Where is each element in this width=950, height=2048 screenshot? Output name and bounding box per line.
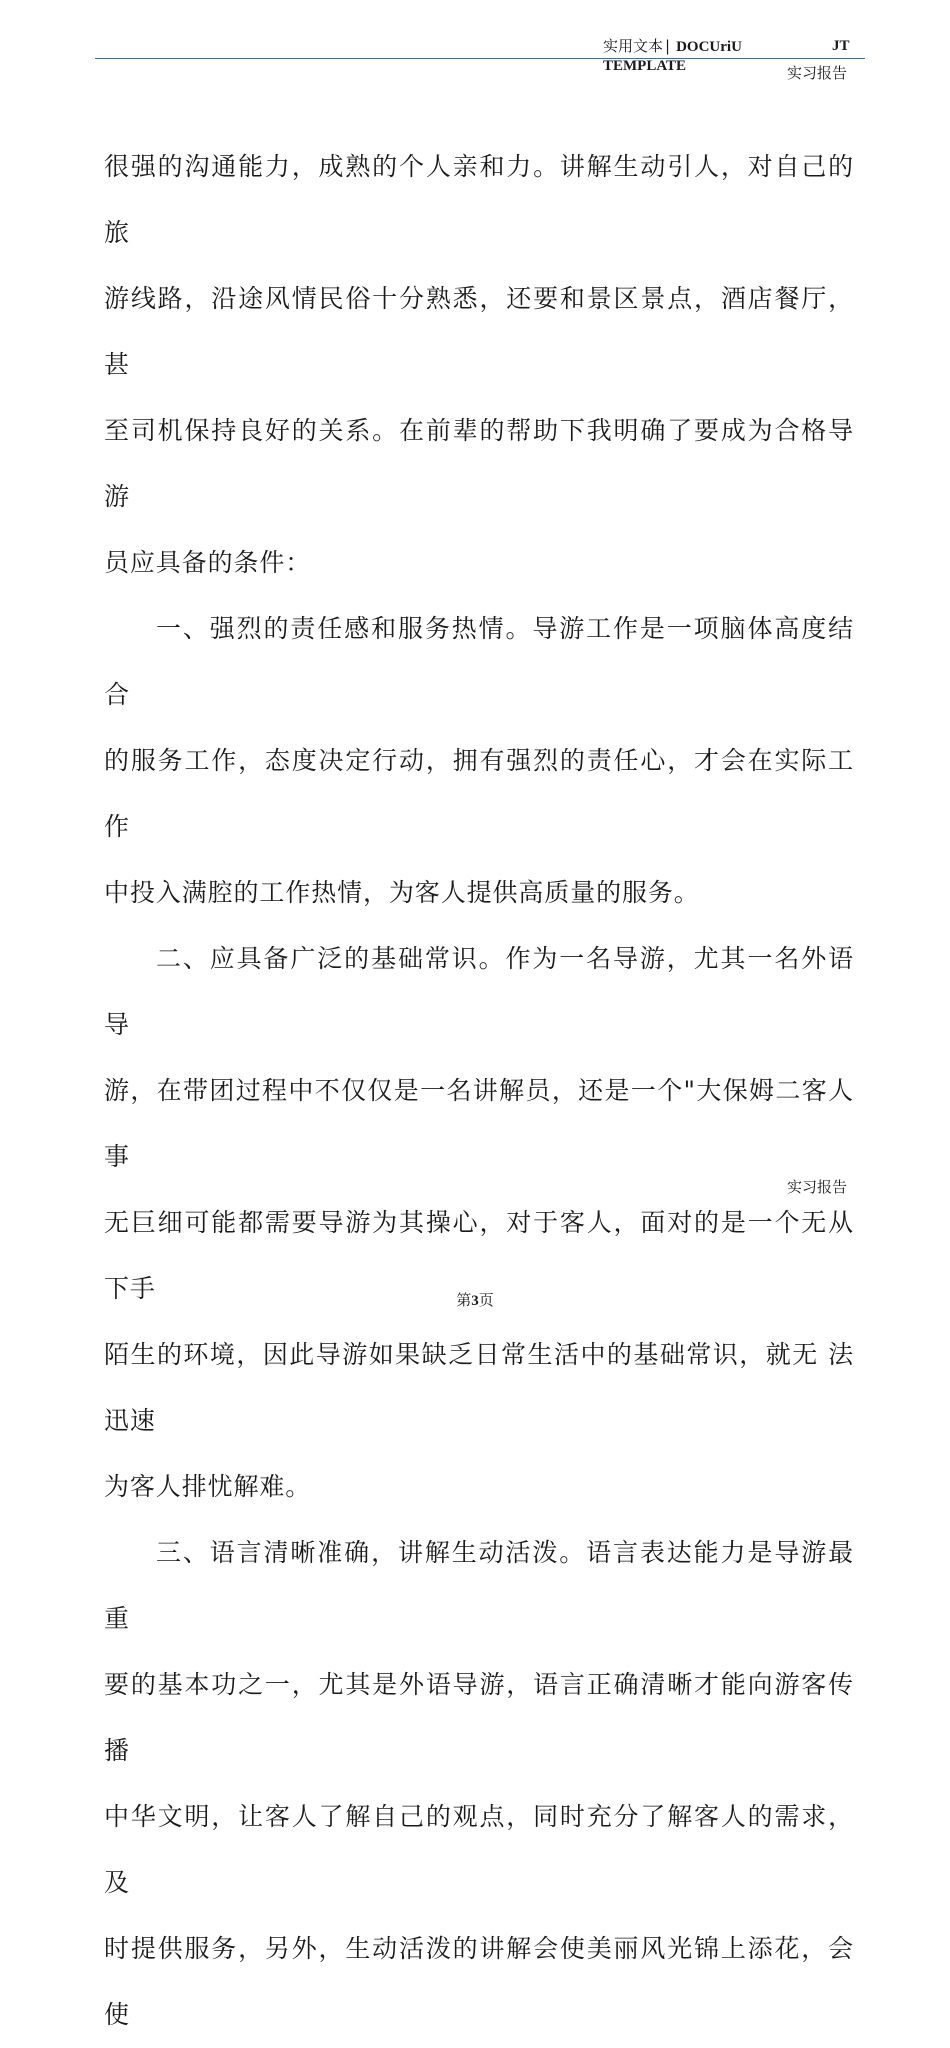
- header-separator: |: [665, 37, 671, 55]
- header-brand-part2: JT: [832, 38, 850, 54]
- text-line: 很强的沟通能力，成熟的个人亲和力。讲解生动引人，对自己的旅: [104, 152, 854, 247]
- text-line: 游，在带团过程中不仅仅是一名讲解员，还是一个"大保姆二客人 事: [104, 1076, 854, 1171]
- text-line: 中华文明，让客人了解自己的观点，同时充分了解客人的需求，及: [104, 1802, 854, 1897]
- text-line: 二、应具备广泛的基础常识。作为一名导游，尤其一名外语导: [104, 944, 854, 1039]
- text-line: 无巨细可能都需要导游为其操心，对于客人，面对的是一个无从 下手: [104, 1208, 854, 1303]
- paragraph-2: [104, 596, 854, 926]
- page-number-value: 3: [471, 1293, 479, 1309]
- header-label: 实用文本: [603, 37, 664, 55]
- text-line: 一、强烈的责任感和服务热情。导游工作是一项脑体高度结合: [104, 614, 854, 709]
- header-brand-part1: DOCUriU: [676, 39, 742, 55]
- header-brand: [603, 36, 850, 57]
- text-line: 游线路，沿途风情民俗十分熟悉，还要和景区景点，酒店餐厅，甚: [104, 284, 854, 379]
- text-line: 时提供服务，另外，生动活泼的讲解会使美丽风光锦上添花，会使: [104, 1934, 854, 2029]
- paragraph-3: [104, 926, 854, 1520]
- header-brand-part3: TEMPLATE: [603, 58, 687, 74]
- page-suffix: 页: [478, 1291, 494, 1309]
- text-line: 中投入满腔的工作热情，为客人提供高质量的服务。: [104, 878, 700, 907]
- text-line: 三、语言清晰准确，讲解生动活泼。语言表达能力是导游最重: [104, 1538, 854, 1633]
- text-line: 为客人排忧解难。: [104, 1472, 312, 1501]
- document-body: [104, 134, 854, 2048]
- page-number: [0, 1290, 950, 1311]
- text-line: 陌生的环境，因此导游如果缺乏日常生活中的基础常识，就无 法迅速: [104, 1340, 854, 1435]
- footer-section: 实习报告: [787, 1178, 848, 1196]
- header-rule: [95, 58, 865, 59]
- text-line: 至司机保持良好的关系。在前辈的帮助下我明确了要成为合格导游: [104, 416, 854, 511]
- header-section: 实习报告: [787, 64, 848, 82]
- text-line: 的服务工作，态度决定行动，拥有强烈的责任心，才会在实际工作: [104, 746, 854, 841]
- text-line: 要的基本功之一，尤其是外语导游，语言正确清晰才能向游客传播: [104, 1670, 854, 1765]
- text-line: 员应具备的条件：: [104, 548, 312, 577]
- page-prefix: 第: [456, 1291, 472, 1309]
- paragraph-4: [104, 1520, 854, 2048]
- paragraph-1: [104, 134, 854, 596]
